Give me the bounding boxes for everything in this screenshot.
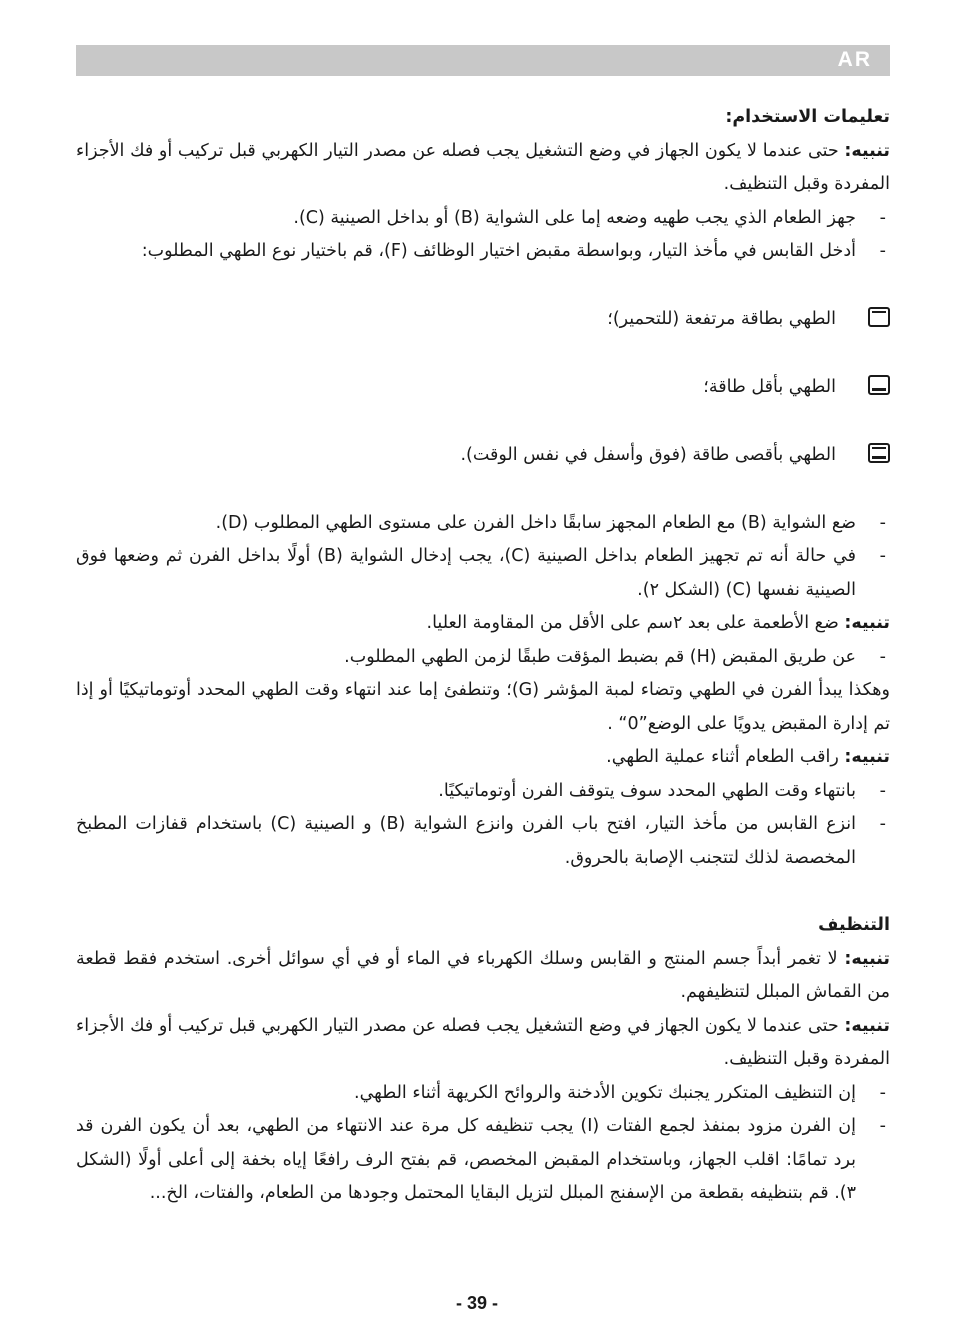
usage-bullet-2: - أدخل القابس في مأخذ التيار، وبواسطة مقبض اختيار الوظائف (F)، قم باختيار نوع الطهي المطلوب:: [141, 241, 886, 261]
header-bar: [76, 45, 890, 76]
top-heat-icon: [868, 307, 890, 327]
usage-note-3: [76, 741, 890, 775]
usage-note-2: [76, 607, 890, 641]
bottom-heat-icon: [868, 375, 890, 395]
note-text: حتى عندما لا يكون الجهاز في وضع التشغيل يجب فصله عن مصدر التيار الكهربي قبل تركيب أو فك الأجزاء المفردة وقبل التنظيف.: [76, 1015, 890, 1069]
note-label: تنبيه:: [844, 1015, 890, 1036]
usage-bullet-3: - ضع الشواية (B) مع الطعام المجهز سابقًا داخل الفرن على مستوى الطهي المطلوب (D).: [215, 512, 886, 533]
mode-item-top-heat: الطهي بطاقة مرتفعة (للتحمير)؛: [76, 303, 890, 337]
usage-note-1: [76, 135, 890, 202]
note-text: حتى عندما لا يكون الجهاز في وضع التشغيل يجب فصله عن مصدر التيار الكهربي قبل تركيب أو فك الأجزاء المفردة وقبل التنظيف.: [76, 140, 890, 194]
cleaning-bullet-1: - إن التنظيف المتكرر يجنبك تكوين الأدخنة والروائح الكريهة أثناء الطهي.: [354, 1082, 886, 1103]
note-label: تنبيه:: [844, 613, 890, 633]
note-text: راقب الطعام أثناء عملية الطهي.: [606, 747, 845, 767]
note-label: تنبيه:: [844, 948, 890, 969]
usage-bullet-5: - عن طريق المقبض (H) قم بضبط المؤقت طبقًا لزمن الطهي المطلوب.: [344, 646, 886, 667]
page-content: [76, 101, 890, 1211]
usage-bullet-6: - بانتهاء وقت الطهي المحدد سوف يتوقف الفرن أوتوماتيكيًا.: [438, 780, 886, 801]
cleaning-bullet-2: - إن الفرن مزود بمنفذ لجمع الفتات (I) يجب تنظيفه كل مرة عند الانتهاء من الطهي، بعد أن يكون الفرن قد برد تمامًا: اقلب الجهاز، وباستخدام المقبض المخصص، قم بفتح الرف رافعًا إياه بخفة إلى أعلى أولًا (الشكل ٣). قم بتنظيفه بقطعة من الإسفنج المبلل لتزيل البقايا المحتمل وجودها من الطعام، والفتات، الخ...: [76, 1116, 886, 1203]
usage-paragraph: وهكذا يبدأ الفرن في الطهي وتضاء لمبة المؤشر (G)؛ وتنطفئ إما عند انتهاء وقت الطهي المحدد أوتوماتيكيًا أو إذا تم إدارة المقبض يدويًا على الوضع”0“ .: [76, 680, 890, 734]
note-label: تنبيه:: [844, 140, 890, 161]
usage-bullet-4: - في حالة أنه تم تجهيز الطعام بداخل الصينية (C)، يجب إدخال الشواية (B) أولًا بداخل الفرن ثم وضعها فوق الصينية نفسها (C) (الشكل ٢).: [76, 546, 886, 600]
top-bottom-heat-icon: [868, 443, 890, 463]
language-label: AR: [837, 48, 872, 71]
note-text: لا تغمر أبداً جسم المنتج و القابس وسلك الكهرباء في الماء أو في أي سوائل أخرى. استخدم فقط قطعة من القماش المبلل لتنظيفهم.: [76, 948, 890, 1002]
usage-heading: تعليمات الاستخدام:: [725, 107, 890, 127]
cleaning-heading: التنظيف: [818, 915, 890, 935]
cleaning-note-2: [76, 1010, 890, 1077]
page-number: - 39 -: [455, 1293, 498, 1313]
note-label: تنبيه:: [844, 747, 890, 767]
mode-item-bottom-heat: الطهي بأقل طاقة؛: [76, 371, 890, 405]
note-text: ضع الأطعمة على بعد ٢سم على الأقل من المقاومة العليا.: [426, 613, 845, 633]
cleaning-note-1: [76, 943, 890, 1010]
mode-item-top-bottom-heat: الطهي بأقصى طاقة (فوق وأسفل في نفس الوقت).: [76, 439, 890, 473]
usage-bullet-1: - جهز الطعام الذي يجب طهيه وضعه إما على الشواية (B) أو بداخل الصينية (C).: [293, 207, 886, 228]
usage-bullet-7: - انزع القابس من مأخذ التيار، افتح باب الفرن وانزع الشواية (B) و الصينية (C) باستخدام قفازات المطبخ المخصصة لذلك لتتجنب الإصابة بالحروق.: [76, 814, 886, 868]
